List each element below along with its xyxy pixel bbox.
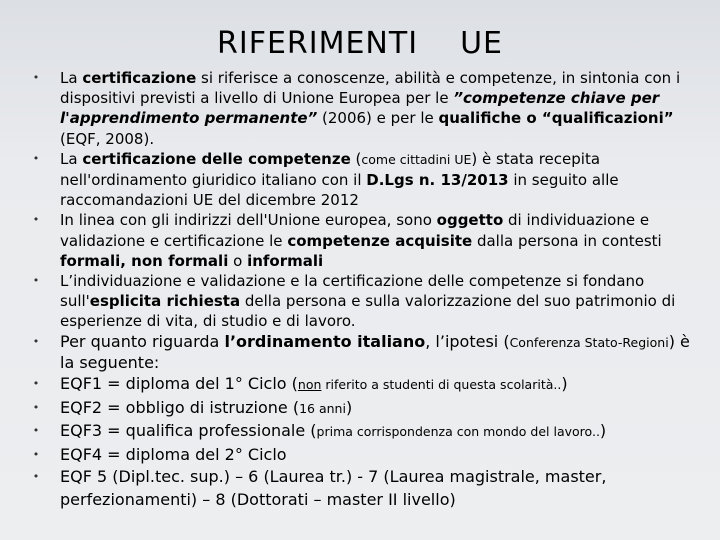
item-text: ( xyxy=(350,149,362,168)
item-text: La xyxy=(60,149,83,168)
item-text-bold: oggetto xyxy=(436,211,504,230)
list-item-eqf3 xyxy=(30,420,705,444)
item-text: EQF1 = diploma del 1° Ciclo ( xyxy=(60,374,298,394)
item-text-small: 16 anni xyxy=(299,400,346,416)
item-text: EQF2 = obbligo di istruzione ( xyxy=(60,397,300,417)
item-text: o xyxy=(228,251,248,270)
item-text: dalla persona in contesti xyxy=(472,231,662,250)
list-item-ordinamento xyxy=(30,332,705,373)
item-text: ) xyxy=(599,421,607,441)
item-text-small: Conferenza Stato-Regioni xyxy=(509,334,669,350)
item-text-bold: competenze acquisite xyxy=(287,231,473,250)
list-item-eqf4 xyxy=(30,444,705,467)
list-item-eqf1 xyxy=(30,373,705,397)
bullet-icon: • xyxy=(32,424,40,438)
item-text: In linea con gli indirizzi dell'Unione europea, sono xyxy=(60,211,437,230)
item-text-small: riferito a studenti di questa scolarità.. xyxy=(321,377,562,393)
item-text-bold-italic: ”competenze chiave per l'apprendimento permanente” xyxy=(60,89,660,128)
item-text: (EQF, 2008). xyxy=(60,129,155,148)
item-text: ) xyxy=(345,397,353,417)
title-part-2: UE xyxy=(460,26,503,61)
item-text: EQF 5 (Dipl.tec. sup.) – 6 (Laurea tr.) - 7 (Laurea magistrale, master, perfezionamenti) – 8 (Dottorati – master II livello) xyxy=(60,467,607,510)
bullet-icon: • xyxy=(32,470,40,484)
item-text-bold: qualifiche o “qualificazioni” xyxy=(438,109,674,128)
item-text-bold: formali, non formali xyxy=(60,251,229,270)
item-text: ) è stata recepita nell'ordinamento giuridico italiano con il xyxy=(60,149,601,190)
item-text-bold: informali xyxy=(247,251,324,270)
item-text: La xyxy=(60,69,83,87)
list-item-eqf5-8 xyxy=(30,466,705,511)
bullet-icon: • xyxy=(32,377,40,391)
item-text: in seguito alle raccomandazioni UE del dicembre 2012 xyxy=(60,171,619,210)
item-text: ) è la seguente: xyxy=(60,331,690,372)
list-item-eqf2 xyxy=(30,397,705,421)
bullet-icon: • xyxy=(32,274,40,288)
item-text-bold: l’ordinamento italiano xyxy=(224,331,426,351)
item-text: della persona e sulla valorizzazione del suo patrimonio di esperienze di vita, di studio e di lavoro. xyxy=(60,292,676,331)
item-text: ) xyxy=(561,374,568,394)
bullet-icon: • xyxy=(32,71,40,84)
title-part-1: RIFERIMENTI xyxy=(217,26,419,61)
slide-title xyxy=(0,26,720,61)
item-text-bold: D.Lgs n. 13/2013 xyxy=(366,171,509,190)
bullet-icon: • xyxy=(32,213,40,227)
item-text-bold: certificazione xyxy=(82,69,197,87)
item-text: , l’ipotesi ( xyxy=(425,331,510,351)
item-text-bold: esplicita richiesta xyxy=(89,292,241,311)
bullet-icon: • xyxy=(32,151,40,165)
list-item-certificazione xyxy=(30,68,705,149)
item-text: Per quanto riguarda xyxy=(60,331,225,351)
item-text-bold: certificazione delle competenze xyxy=(82,149,351,168)
list-item-recepimento xyxy=(30,149,705,211)
bullet-list xyxy=(30,68,705,512)
list-item-richiesta xyxy=(30,271,705,332)
item-text: di individuazione e validazione e certificazione le xyxy=(60,211,650,250)
bullet-icon: • xyxy=(32,400,40,414)
item-text: EQF3 = qualifica professionale ( xyxy=(60,421,317,441)
item-text-small: prima corrispondenza con mondo del lavoro.. xyxy=(316,424,600,440)
item-text-underlined: non xyxy=(297,377,322,393)
bullet-icon: • xyxy=(32,334,40,348)
item-text-small: come cittadini UE xyxy=(361,151,472,167)
list-item-oggetto xyxy=(30,210,705,271)
item-text: (2006) e per le xyxy=(317,109,439,128)
item-text: si riferisce a conoscenze, abilità e competenze, in sintonia con i dispositivi previsti a livello di Unione Europea per le xyxy=(60,69,681,108)
bullet-icon: • xyxy=(32,447,40,461)
item-text: EQF4 = diploma del 2° Ciclo xyxy=(60,444,287,464)
item-text: L’individuazione e validazione e la certificazione delle competenze si fondano sull' xyxy=(60,272,645,311)
